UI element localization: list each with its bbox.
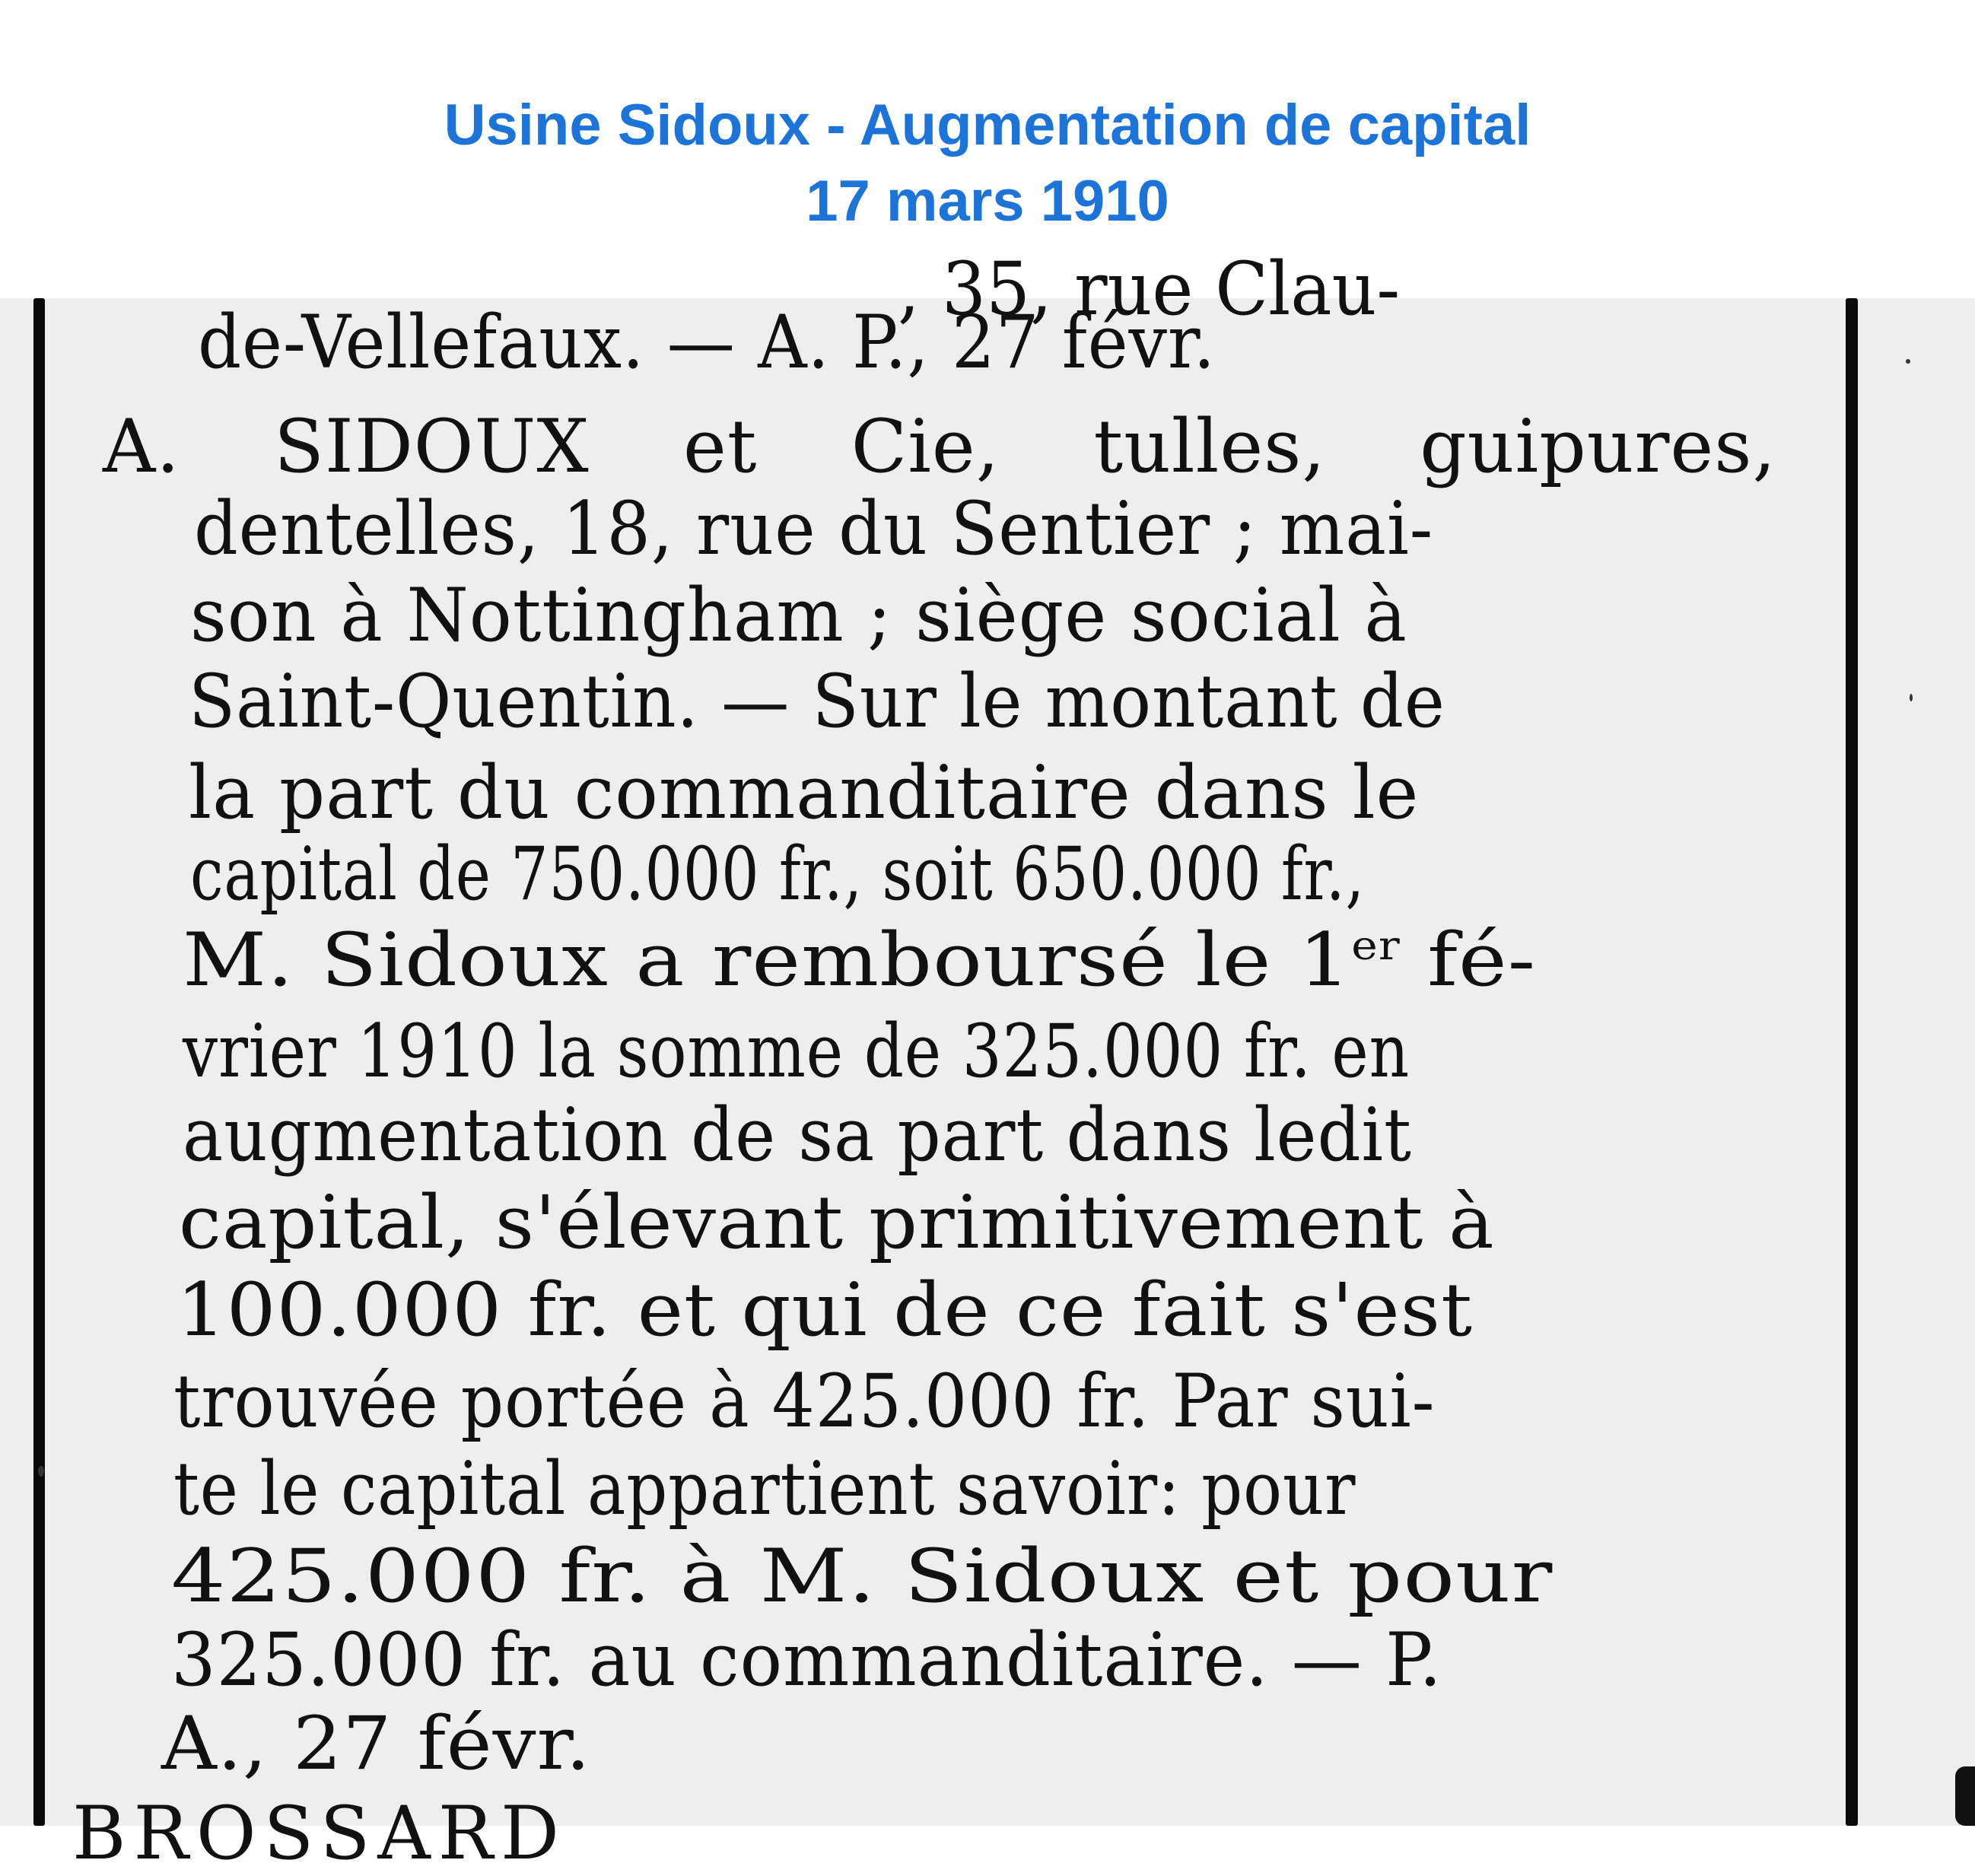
column-rule-left xyxy=(33,298,45,1826)
document-date: 17 mars 1910 xyxy=(806,169,1169,234)
entry-line-10: capital, s'élevant primitivement à xyxy=(179,1180,1495,1265)
entry-line-4: Saint-Quentin. — Sur le montant de xyxy=(189,659,1445,744)
previous-entry-end: de-Vellefaux. — A. P., 27 févr. xyxy=(198,300,1216,385)
entry-line-12: trouvée portée à 425.000 fr. Par sui- xyxy=(173,1359,1436,1444)
scan-speck xyxy=(38,1466,44,1477)
entry-line-15: 325.000 fr. au commanditaire. — P. xyxy=(171,1617,1442,1703)
adjacent-column-edge xyxy=(1955,1766,1975,1826)
ordinal-superscript: er xyxy=(1351,924,1401,969)
entry-line-13: te le capital appartient savoir: pour xyxy=(173,1446,1356,1531)
entry-line-3: son à Nottingham ; siège social à xyxy=(190,573,1407,658)
entry-line-text: fé- xyxy=(1427,917,1537,1003)
entry-word: tulles, xyxy=(1093,404,1326,489)
entry-line-8: vrier 1910 la somme de 325.000 fr. en xyxy=(183,1009,1410,1094)
entry-line-5: la part du commanditaire dans le xyxy=(189,750,1420,835)
column-rule-right xyxy=(1846,298,1858,1826)
scan-speck xyxy=(1906,359,1910,364)
entry-word: A. xyxy=(103,404,180,489)
entry-word: Cie, xyxy=(851,404,1000,489)
entry-line-9: augmentation de sa part dans ledit xyxy=(183,1092,1412,1178)
previous-entry-cutoff-line: , 35, rue Clau- xyxy=(898,246,1401,332)
entry-line-2: dentelles, 18, rue du Sentier ; mai- xyxy=(194,486,1434,571)
entry-line-11: 100.000 fr. et qui de ce fait s'est xyxy=(177,1267,1474,1353)
entry-word: SIDOUX xyxy=(274,404,590,489)
entry-word: guipures, xyxy=(1420,404,1776,489)
entry-line-6: capital de 750.000 fr., soit 650.000 fr., xyxy=(190,831,1365,917)
entry-word: et xyxy=(683,404,758,489)
entry-line-text: M. Sidoux a remboursé le 1 xyxy=(183,917,1352,1003)
document-title: Usine Sidoux - Augmentation de capital xyxy=(444,93,1531,157)
newspaper-clipping xyxy=(0,246,1975,1876)
next-entry-cutoff: BROSSARD xyxy=(72,1791,567,1876)
entry-line-1 xyxy=(103,404,1776,489)
entry-line-7 xyxy=(183,917,1537,1003)
scan-speck xyxy=(1910,694,1913,701)
entry-line-16: A., 27 févr. xyxy=(161,1701,591,1786)
entry-line-14: 425.000 fr. à M. Sidoux et pour xyxy=(171,1534,1554,1619)
